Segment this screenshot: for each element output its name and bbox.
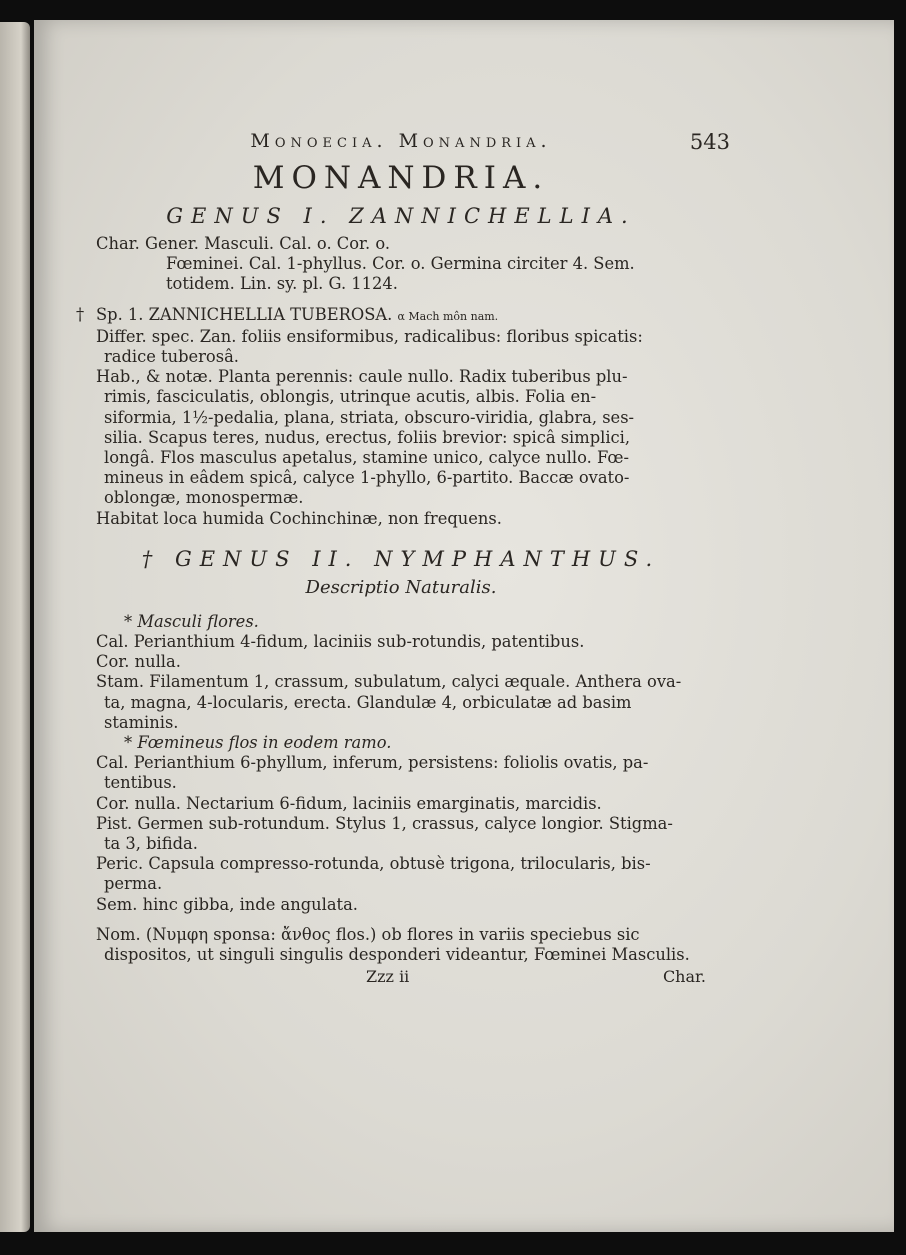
running-head	[96, 130, 730, 156]
masculi-line: Cal. Perianthium 4-fidum, laciniis sub-rotundis, patentibus.	[96, 632, 585, 652]
facing-page-edge	[0, 22, 30, 1232]
signature-mark: Zzz ii	[366, 967, 410, 987]
hab-line: siformia, 1½-pedalia, plana, striata, obscuro-viridia, glabra, ses-	[104, 407, 635, 427]
foemineus-line: Sem. hinc gibba, inde angulata.	[96, 894, 358, 914]
genus-2-title: † GENUS II. NYMPHANTHUS.	[141, 546, 661, 571]
habitat-line: Habitat loca humida Cochinchinæ, non frequens.	[96, 508, 502, 528]
char-line: totidem. Lin. sy. pl. G. 1124.	[166, 274, 398, 294]
nom-line: Nom. (Νυμφη sponsa: ἄνθος flos.) ob flores in variis speciebus sic	[96, 924, 640, 944]
hab-line: silia. Scapus teres, nudus, erectus, foliis brevior: spicâ simplici,	[104, 427, 631, 447]
masculi-heading: * Masculi flores.	[124, 611, 259, 631]
foemineus-line: Peric. Capsula compresso-rotunda, obtusè trigona, trilocularis, bis-	[96, 854, 651, 874]
species-vernacular-note: α Mach môn nam.	[397, 309, 499, 323]
dagger-mark: †	[76, 304, 85, 324]
char-line: Char. Gener. Masculi. Cal. o. Cor. o.	[96, 234, 391, 253]
masculi-line: Cor. nulla.	[96, 652, 181, 672]
section-title: MONANDRIA.	[252, 160, 550, 196]
page-number: 543	[689, 130, 730, 154]
foemineus-line: Cor. nulla. Nectarium 6-fidum, laciniis emarginatis, marcidis.	[96, 793, 602, 813]
hab-line: mineus in eâdem spicâ, calyce 1-phyllo, 6-partito. Baccæ ovato-	[104, 468, 630, 488]
char-line: Fœminei. Cal. 1-phyllus. Cor. o. Germina circiter 4. Sem.	[166, 254, 635, 274]
foemineus-line: Cal. Perianthium 6-phyllum, inferum, persistens: foliolis ovatis, pa-	[96, 753, 649, 773]
page-footer	[96, 967, 706, 989]
hab-line: Hab., & notæ. Planta perennis: caule nullo. Radix tuberibus plu-	[96, 367, 628, 387]
species-name: Sp. 1. ZANNICHELLIA TUBEROSA.	[96, 304, 393, 324]
foemineus-line: perma.	[104, 874, 163, 894]
hab-line: longâ. Flos masculus apetalus, stamine unico, calyce nullo. Fœ-	[104, 448, 629, 468]
masculi-line: staminis.	[104, 712, 179, 732]
masculi-line: Stam. Filamentum 1, crassum, subulatum, calyci æquale. Anthera ova-	[96, 672, 682, 692]
differ-line: radice tuberosâ.	[104, 347, 239, 367]
running-head-text: Monoecia. Monandria.	[250, 130, 552, 152]
page-content	[76, 130, 730, 989]
foemineus-line: Pist. Germen sub-rotundum. Stylus 1, crassus, calyce longior. Stigma-	[96, 813, 673, 833]
book-page	[34, 20, 894, 1232]
genus-1-title: GENUS I. ZANNICHELLIA.	[166, 204, 636, 228]
foemineus-line: ta 3, bifida.	[104, 834, 198, 854]
descriptio-title: Descriptio Naturalis.	[305, 576, 497, 598]
masculi-line: ta, magna, 4-locularis, erecta. Glandulæ 4, orbiculatæ ad basim	[104, 692, 632, 712]
species-line	[76, 304, 706, 327]
catchword: Char.	[662, 967, 706, 987]
foemineus-heading: * Fœmineus flos in eodem ramo.	[124, 733, 392, 753]
hab-line: oblongæ, monospermæ.	[104, 488, 304, 508]
foemineus-line: tentibus.	[104, 773, 177, 793]
differ-line: Differ. spec. Zan. foliis ensiformibus, radicalibus: floribus spicatis:	[96, 326, 643, 346]
nom-line: dispositos, ut singuli singulis desponderi videantur, Fœminei Masculis.	[104, 945, 690, 965]
hab-line: rimis, fasciculatis, oblongis, utrinque acutis, albis. Folia en-	[104, 387, 597, 407]
